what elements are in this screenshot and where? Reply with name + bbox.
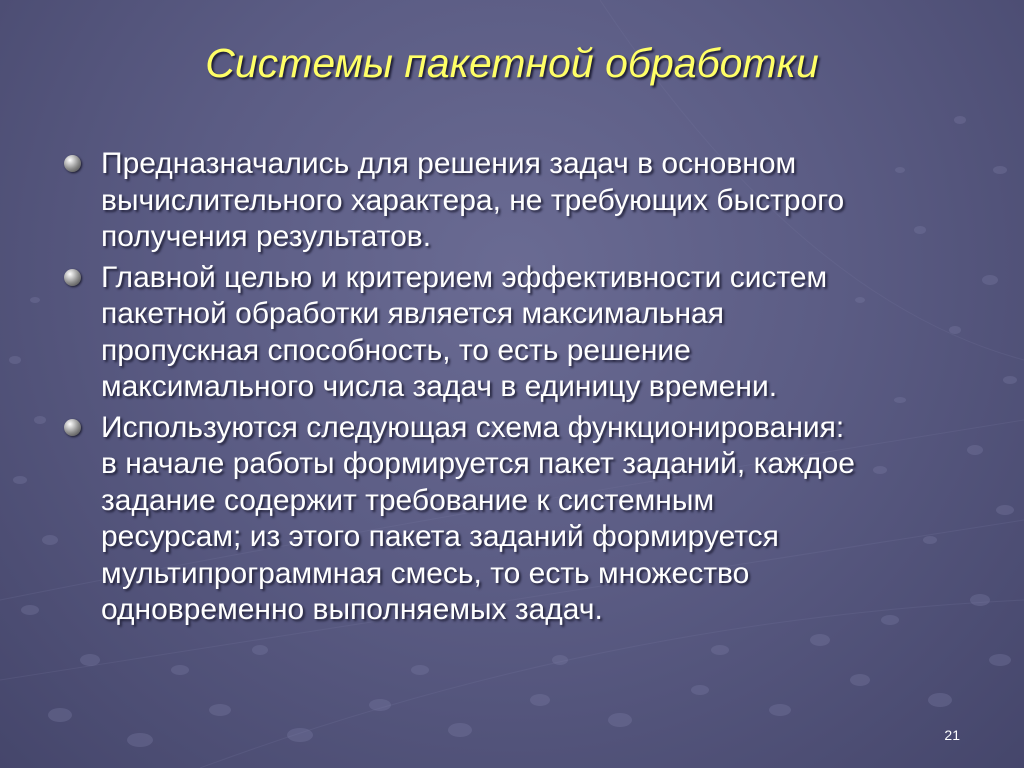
bullet-text-line: пакетной обработки является максимальная <box>101 297 724 330</box>
bullet-text-line: Используются следующая схема функционирования: <box>101 410 845 444</box>
sphere-bullet-icon <box>64 269 81 286</box>
bullet-text-line: задание содержит требование к системным <box>101 483 715 517</box>
bullet-text-line: мультипрограммная смесь, то есть множество <box>101 556 750 590</box>
page-number: 21 <box>944 727 960 743</box>
slide-title: Системы пакетной обработки <box>205 40 819 86</box>
bullet-text-line: Главной целью и критерием эффективности систем <box>101 260 828 294</box>
bullet-list <box>64 146 984 633</box>
bullet-text-line: ресурсам; из этого пакета заданий формируется <box>101 520 779 553</box>
bullet-text-line: вычислительного характера, не требующих быстрого <box>101 183 845 217</box>
bullet-item <box>64 260 984 406</box>
sphere-bullet-icon <box>64 419 81 436</box>
sphere-bullet-icon <box>64 155 81 172</box>
bullet-text-line: максимального числа задач в единицу времени. <box>101 370 778 403</box>
bullet-text-line: в начале работы формируется пакет заданий, каждое <box>101 447 855 480</box>
bullet-text-line: одновременно выполняемых задач. <box>101 593 603 626</box>
bullet-item <box>64 146 984 256</box>
bullet-text-line: получения результатов. <box>101 220 432 253</box>
bullet-text-line: Предназначались для решения задач в основном <box>101 147 797 180</box>
bullet-text-line: пропускная способность, то есть решение <box>101 333 691 367</box>
bullet-item <box>64 410 984 629</box>
